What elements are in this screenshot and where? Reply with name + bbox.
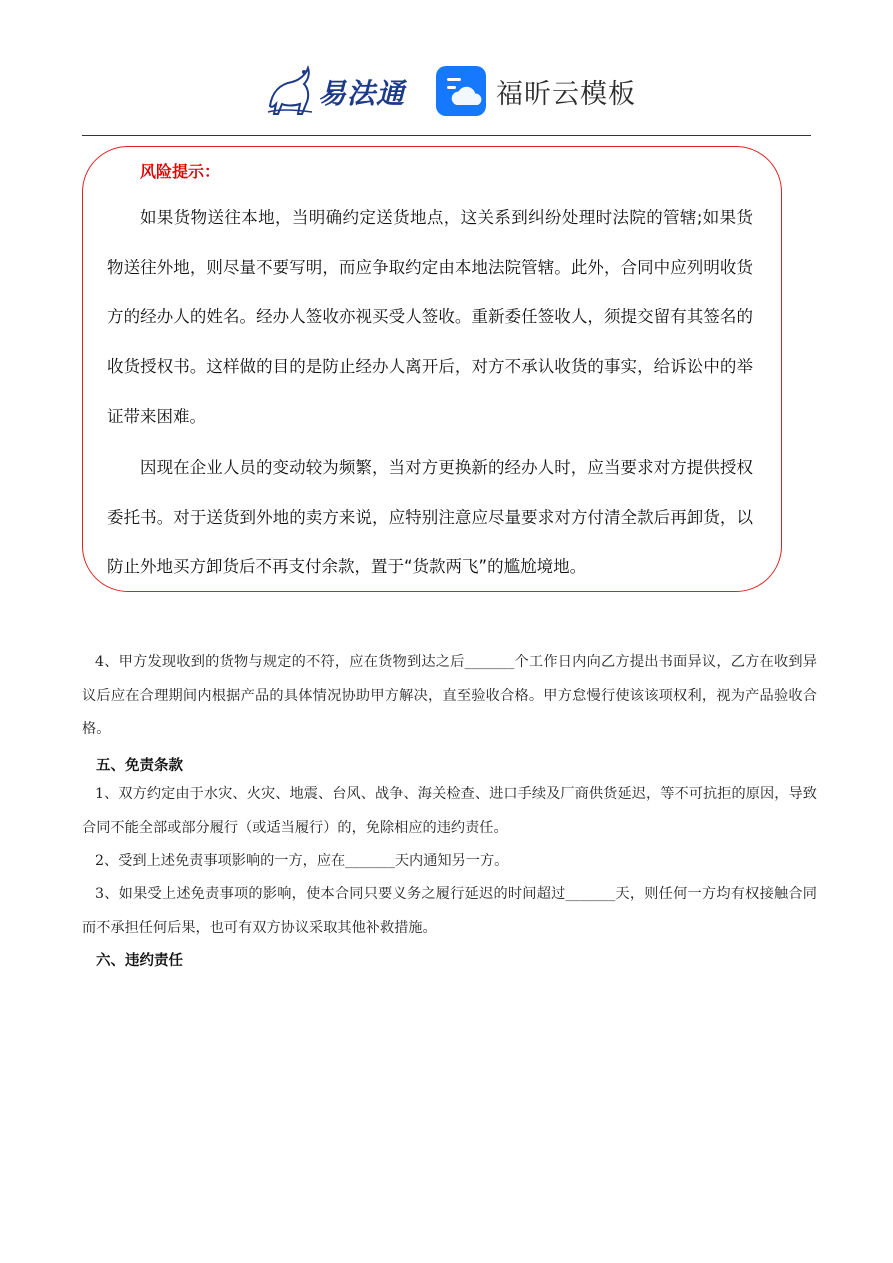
- clause-4: 4、甲方发现收到的货物与规定的不符，应在货物到达之后_______个工作日内向乙方提出书面异议，乙方在收到异议后应在合理期间内根据产品的具体情况协助甲方解决，直至验收合格。甲方怠慢行使该该项权利，视为产品验收合格。: [82, 654, 817, 737]
- risk-paragraph: 如果货物送往本地，当明确约定送货地点，这关系到纠纷处理时法院的管辖;如果货物送往外地，则尽量不要写明，而应争取约定由本地法院管辖。此外，合同中应列明收货方的经办人的姓名。经办人签收亦视买受人签收。重新委任签收人，须提交留有其签名的收货授权书。这样做的目的是防止经办人离开后，对方不承认收货的事实，给诉讼中的举证带来困难。: [107, 208, 753, 426]
- s5-clause-1: 1、双方约定由于水灾、火灾、地震、台风、战争、海关检查、进口手续及厂商供货延迟，等不可抗拒的原因，导致合同不能全部或部分履行（或适当履行）的，免除相应的违约责任。: [82, 786, 817, 836]
- page-header: [0, 0, 893, 136]
- yifatong-logo-text: 易法通: [318, 77, 406, 110]
- foxit-template-logo: [436, 66, 636, 118]
- risk-warning-box: [82, 146, 782, 592]
- s5-clause-2: 2、受到上述免责事项影响的一方，应在_______天内通知另一方。: [95, 853, 509, 869]
- section-5-heading: 五、免责条款: [96, 757, 183, 774]
- yifatong-logo: [262, 62, 412, 120]
- risk-warning-title: 风险提示：: [140, 162, 221, 181]
- risk-paragraph: 因现在企业人员的变动较为频繁，当对方更换新的经办人时，应当要求对方提供授权委托书。对于送货到外地的卖方来说，应特别注意应尽量要求对方付清全款后再卸货，以防止外地买方卸货后不再支付余款，置于“货款两飞”的尴尬境地。: [107, 458, 753, 577]
- qilin-icon: [262, 62, 318, 118]
- section-6-heading: 六、违约责任: [96, 952, 183, 969]
- foxit-template-logo-text: 福昕云模板: [496, 79, 636, 110]
- header-divider: [82, 135, 811, 136]
- cloud-doc-icon: [436, 66, 486, 116]
- s5-clause-3: 3、如果受上述免责事项的影响，使本合同只要义务之履行延迟的时间超过_______天，则任何一方均有权接触合同而不承担任何后果，也可有双方协议采取其他补救措施。: [82, 886, 817, 936]
